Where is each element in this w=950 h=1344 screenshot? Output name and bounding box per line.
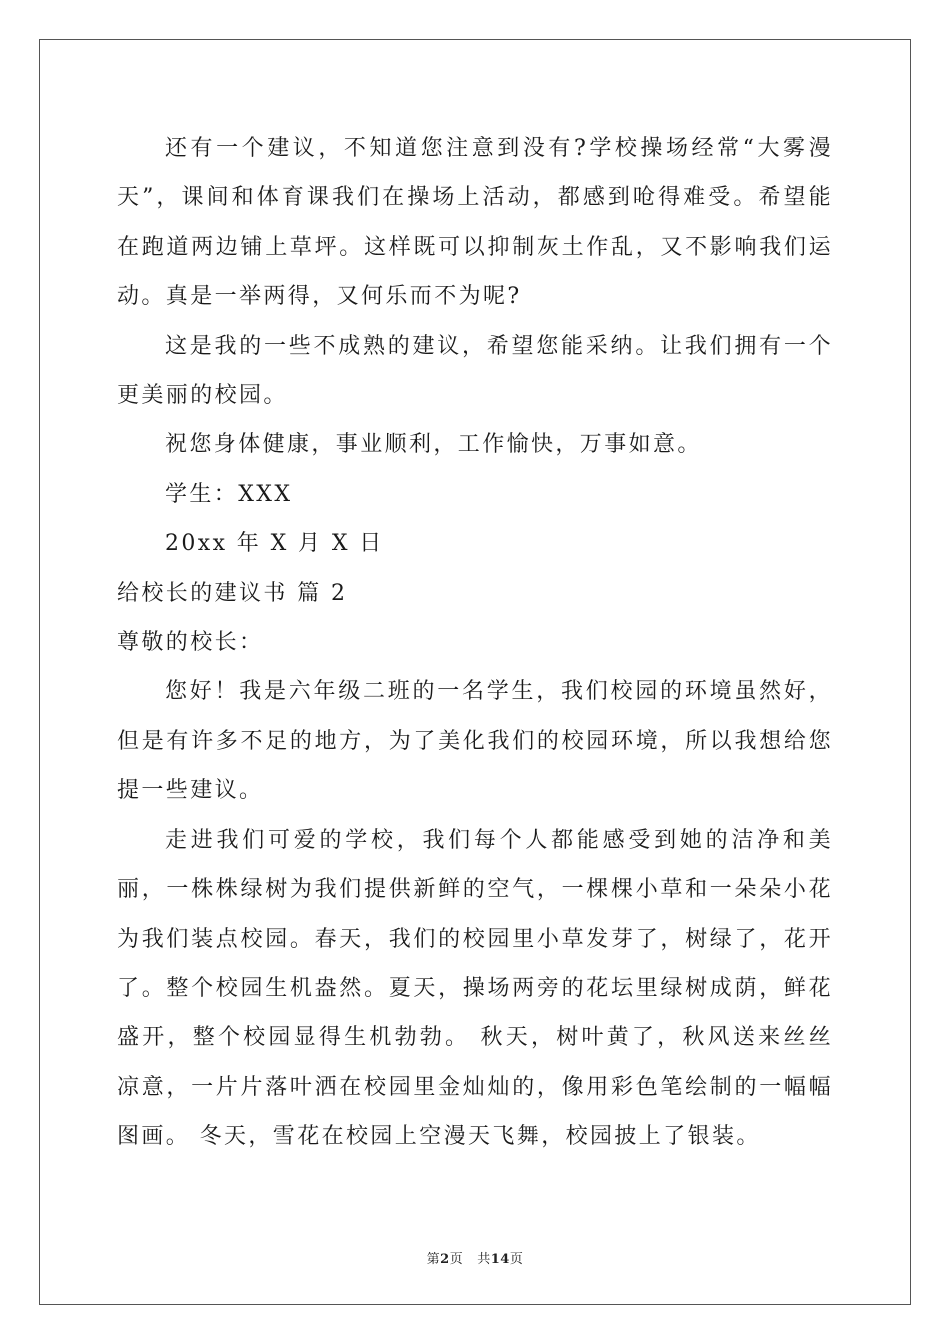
paragraph-wishes: 祝您身体健康，事业顺利，工作愉快，万事如意。 xyxy=(165,432,702,458)
page-suffix: 页 xyxy=(449,1252,464,1267)
section-title: 给校长的建议书 篇 2 xyxy=(117,580,348,606)
salutation: 尊敬的校长： xyxy=(117,630,264,656)
paragraph-closing-hope: 这是我的一些不成熟的建议，希望您能采纳。让我们拥有一个更美丽的校园。 xyxy=(117,333,833,409)
page-prefix: 第 xyxy=(426,1252,441,1267)
page-number-current: 2 xyxy=(440,1252,450,1267)
page-footer xyxy=(0,1248,950,1267)
document-body xyxy=(117,124,833,1162)
signature-date: 20xx 年 X 月 X 日 xyxy=(165,531,384,557)
total-suffix: 页 xyxy=(509,1252,524,1267)
total-prefix: 共 xyxy=(477,1252,491,1267)
paragraph-seasons: 走进我们可爱的学校，我们每个人都能感受到她的洁净和美丽，一株株绿树为我们提供新鲜的空气，一棵棵小草和一朵朵小花为我们装点校园。春天，我们的校园里小草发芽了，树绿了，花开了。整个校园生机盎然。夏天，操场两旁的花坛里绿树成荫，鲜花盛开，整个校园显得生机勃勃。 秋天，树叶黄了，秋风送来丝丝凉意，一片片落叶洒在校园里金灿灿的，像用彩色笔绘制的一幅幅图画。 冬天，雪花在校园上空漫天飞舞，校园披上了银装。 xyxy=(117,827,833,1150)
paragraph-suggestion-playground: 还有一个建议，不知道您注意到没有?学校操场经常“大雾漫天”，课间和体育课我们在操场上活动，都感到呛得难受。希望能在跑道两边铺上草坪。这样既可以抑制灰土作乱，又不影响我们运动。真是一举两得，又何乐而不为呢? xyxy=(117,136,833,310)
paragraph-introduction: 您好！我是六年级二班的一名学生，我们校园的环境虽然好，但是有许多不足的地方，为了美化我们的校园环境，所以我想给您提一些建议。 xyxy=(117,679,833,804)
page-number-total: 14 xyxy=(490,1252,510,1267)
signature-student: 学生：XXX xyxy=(165,481,293,507)
